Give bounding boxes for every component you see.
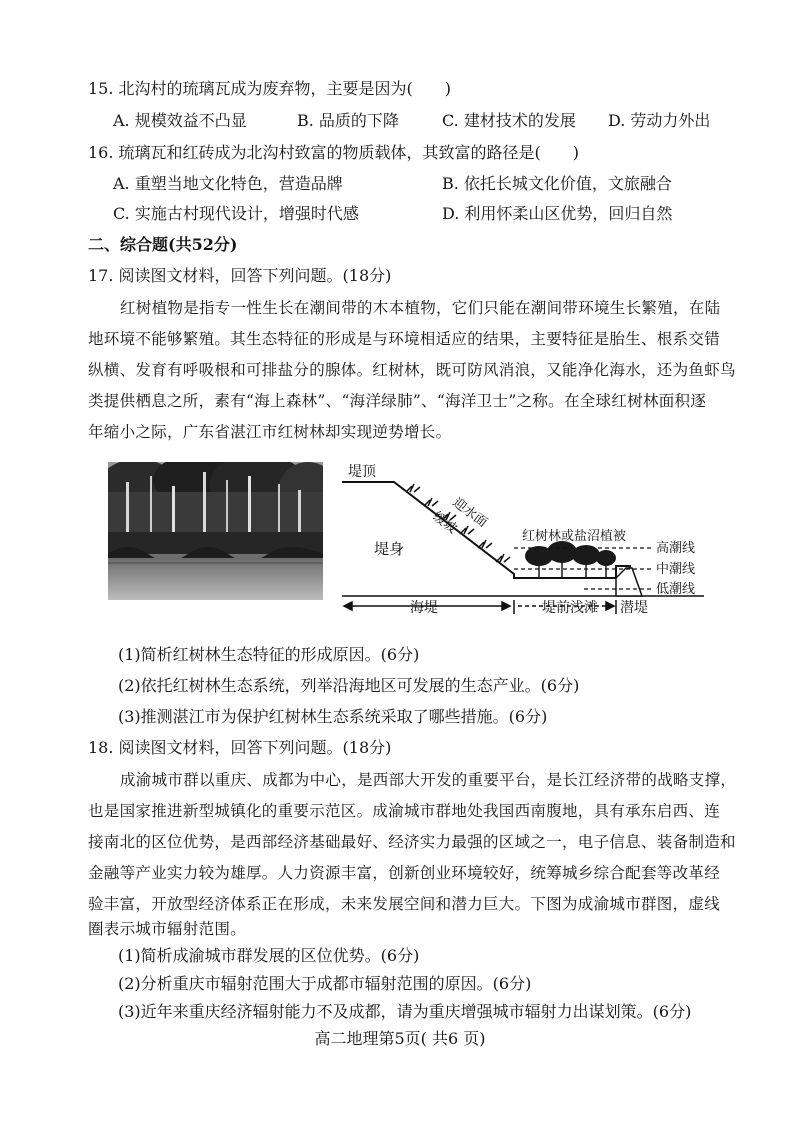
q18-paragraph-line: 验丰富，开放型经济体系正在形成，未来发展空间和潜力巨大。下图为成渝城市群图，虚线: [88, 895, 721, 913]
q17-stem: 17. 阅读图文材料，回答下列问题。(18分): [88, 266, 392, 285]
q18-stem: 18. 阅读图文材料，回答下列问题。(18分): [88, 738, 392, 757]
section-heading: 二、综合题(共52分): [88, 235, 238, 254]
label-vegetation: 红树林或盐沼植被: [522, 529, 627, 544]
q17-paragraph-line: 年缩小之际，广东省湛江市红树林却实现逆势增长。: [88, 423, 452, 441]
q17-subquestion-1: (1)简析红树林生态特征的形成原因。(6分): [118, 645, 420, 664]
q16-option-a: A. 重塑当地文化特色，营造品牌: [113, 174, 343, 193]
q17-paragraph-line: 地环境不能够繁殖。其生态特征的形成是与环境相适应的结果，主要特征是胎生、根系交错: [88, 330, 721, 348]
q15-option-a: A. 规模效益不凸显: [113, 111, 247, 130]
label-seawall: 海堤: [410, 600, 438, 616]
seawall-diagram: [334, 456, 714, 620]
q16-option-c: C. 实施古村现代设计，增强时代感: [113, 204, 359, 223]
q18-subquestion-1: (1)简析成渝城市群发展的区位优势。(6分): [118, 946, 420, 965]
q16-option-d: D. 利用怀柔山区优势，回归自然: [442, 204, 673, 223]
page-footer: 高二地理第5页( 共6 页): [314, 1029, 486, 1048]
label-submerged-dike: 潜堤: [620, 600, 648, 616]
q18-paragraph-line: 也是国家推进新型城镇化的重要示范区。成渝城市群地处我国西南腹地，具有承东启西、连: [88, 802, 721, 820]
q15-stem: 15. 北沟村的琉璃瓦成为废弃物，主要是因为( ): [88, 79, 452, 98]
q18-paragraph-line: 圈表示城市辐射范围。: [88, 920, 247, 938]
q15-option-c: C. 建材技术的发展: [442, 111, 576, 130]
q18-subquestion-2: (2)分析重庆市辐射范围大于成都市辐射范围的原因。(6分): [118, 974, 532, 993]
q18-paragraph-line: 金融等产业实力较为雄厚。人力资源丰富，创新创业环境较好，统筹城乡综合配套等改革经: [88, 864, 721, 882]
label-shoal: 堤前浅滩: [542, 600, 598, 616]
label-dike-top: 堤顶: [348, 464, 376, 480]
label-slope: 缓坡: [429, 509, 460, 537]
q18-paragraph-line: 成渝城市群以重庆、成都为中心，是西部大开发的重要平台，是长江经济带的战略支撑，: [120, 771, 737, 789]
label-high-tide: 高潮线: [656, 541, 696, 556]
label-low-tide: 低潮线: [656, 582, 696, 597]
label-mid-tide: 中潮线: [656, 562, 696, 577]
q17-paragraph-line: 红树植物是指专一性生长在潮间带的木本植物，它们只能在潮间带环境生长繁殖，在陆: [120, 299, 721, 317]
q16-option-b: B. 依托长城文化价值，文旅融合: [442, 174, 672, 193]
q17-subquestion-2: (2)依托红树林生态系统，列举沿海地区可发展的生态产业。(6分): [118, 676, 580, 695]
q17-subquestion-3: (3)推测湛江市为保护红树林生态系统采取了哪些措施。(6分): [118, 707, 548, 726]
label-dike-body: 堤身: [374, 540, 405, 558]
q15-option-b: B. 品质的下降: [297, 111, 399, 130]
q15-option-d: D. 劳动力外出: [608, 111, 711, 130]
mangrove-photo: [108, 462, 323, 600]
q16-stem: 16. 琉璃瓦和红砖成为北沟村致富的物质载体，其致富的路径是( ): [88, 143, 580, 162]
label-water-face: 迎水面: [449, 495, 490, 531]
q18-subquestion-3: (3)近年来重庆经济辐射能力不及成都，请为重庆增强城市辐射力出谋划策。(6分): [118, 1002, 692, 1021]
q17-paragraph-line: 纵横、发育有呼吸根和可排盐分的腺体。红树林，既可防风消浪，又能净化海水，还为鱼虾鸟: [88, 361, 736, 379]
q17-paragraph-line: 类提供栖息之所，素有“海上森林”、“海洋绿肺”、“海洋卫士”之称。在全球红树林面积逐: [88, 392, 707, 410]
q18-paragraph-line: 接南北的区位优势，是西部经济基础最好、经济实力最强的区域之一，电子信息、装备制造和: [88, 833, 736, 851]
